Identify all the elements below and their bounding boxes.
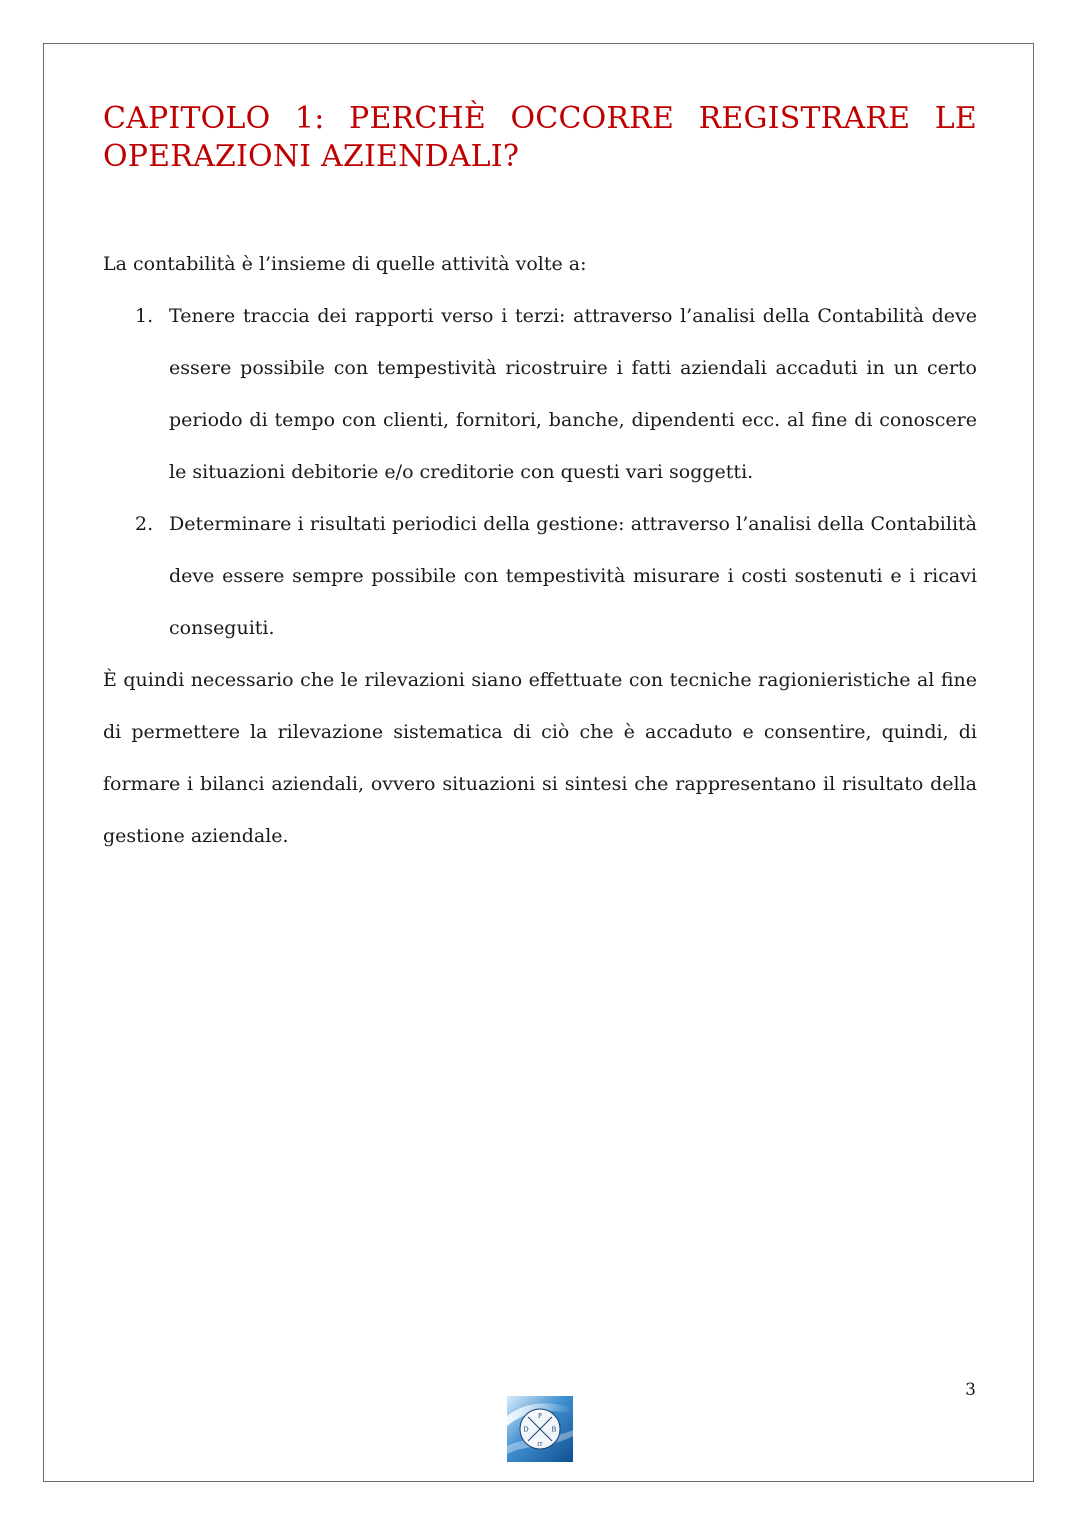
pdb-logo-icon	[507, 1396, 573, 1462]
page-number: 3	[965, 1380, 976, 1400]
list-item-number: 1.	[135, 305, 154, 327]
logo-letter: IT	[537, 1442, 543, 1448]
logo-letter: P	[538, 1412, 542, 1420]
list-item-text: Determinare i risultati periodici della gestione: attraverso l’analisi della Contabilità deve essere sempre possibile con tempestività misurare i costi sostenuti e i ricavi conseguiti.	[169, 513, 977, 639]
list-item-text: Tenere traccia dei rapporti verso i terzi: attraverso l’analisi della Contabilità deve essere possibile con tempestività ricostruire i fatti aziendali accaduti in un certo periodo di tempo con clienti, fornitori, banche, dipendenti ecc. al fine di conoscere le situazioni debitorie e/o creditorie con questi vari soggetti.	[169, 305, 977, 483]
page-content	[103, 100, 977, 862]
list-item	[103, 498, 977, 654]
list-item	[103, 290, 977, 498]
closing-paragraph: È quindi necessario che le rilevazioni siano effettuate con tecniche ragionieristiche al fine di permettere la rilevazione sistematica di ciò che è accaduto e consentire, quindi, di formare i bilanci aziendali, ovvero situazioni si sintesi che rappresentano il risultato della gestione aziendale.	[103, 669, 977, 847]
logo-letter: B	[551, 1425, 557, 1434]
intro-paragraph: La contabilità è l’insieme di quelle attività volte a:	[103, 253, 587, 275]
chapter-title: CAPITOLO 1: PERCHÈ OCCORRE REGISTRARE LE OPERAZIONI AZIENDALI?	[103, 101, 977, 174]
numbered-list	[103, 290, 977, 654]
list-item-number: 2.	[135, 513, 154, 535]
logo-letter: D	[523, 1425, 529, 1434]
